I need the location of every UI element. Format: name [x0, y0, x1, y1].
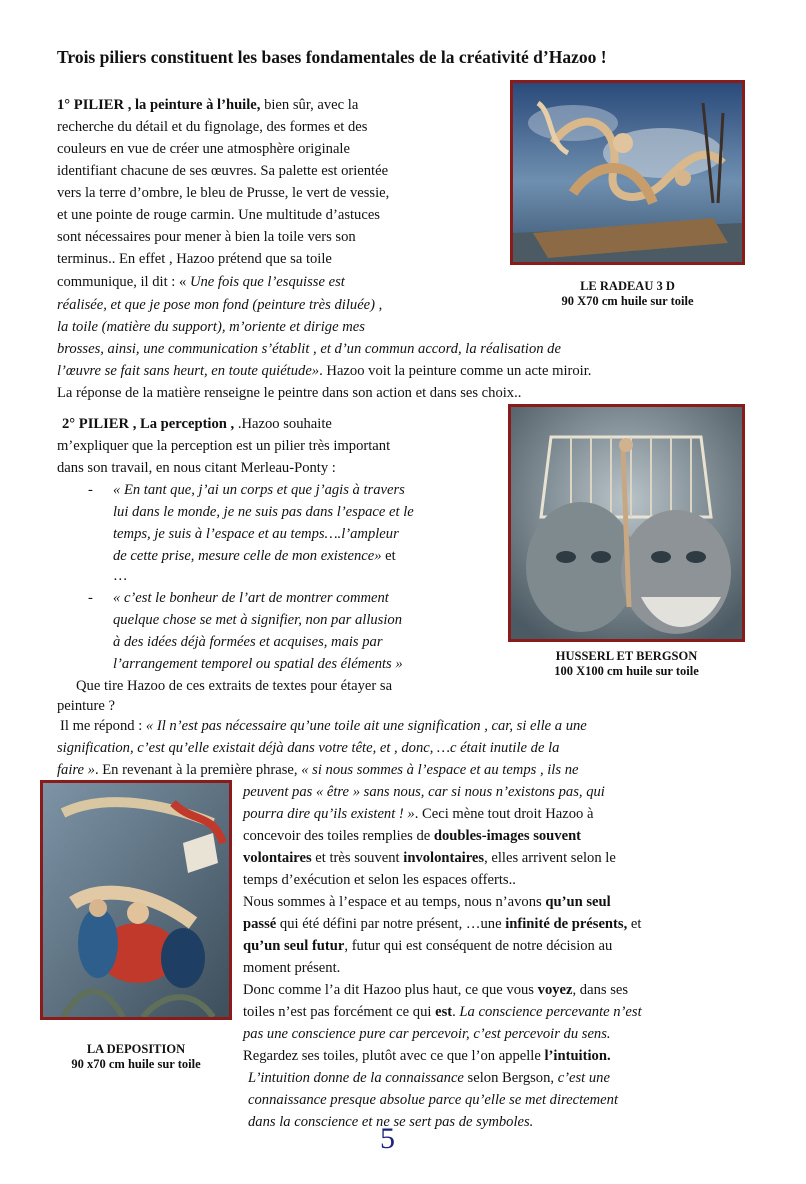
- bold-run: qu’un seul futur: [243, 938, 345, 954]
- text-run: et très souvent: [311, 850, 404, 866]
- pilier-1-line-4: identifiant chacune de ses œuvres. Sa palette est orientée: [57, 163, 389, 179]
- quote-1-line-2: [113, 504, 414, 521]
- text-run: .: [452, 1004, 460, 1020]
- pilier-2-line-2: m’expliquer que la perception est un pilier très important: [57, 438, 391, 454]
- text-run: qui été défini par notre présent, …une: [276, 916, 506, 932]
- painting-husserl-bergson-art: [511, 407, 742, 639]
- quote-2-line-1: [113, 590, 389, 607]
- text-run: toiles n’est pas forcément ce qui: [243, 1004, 436, 1020]
- italic-run: pas une conscience pure car percevoir, c’est percevoir du sens.: [243, 1026, 611, 1042]
- italic-run: réalisée, et que je pose mon fond (peinture très diluée) ,: [57, 297, 383, 313]
- italic-run: « Il n’est pas nécessaire qu’une toile ait une signification , car, si elle a une: [145, 718, 587, 734]
- bold-run: passé: [243, 916, 277, 932]
- text-run: concevoir des toiles remplies de: [243, 828, 434, 844]
- pilier-1-line-12: [57, 341, 561, 358]
- italic-run: lui dans le monde, je ne suis pas dans l’espace et le: [113, 504, 414, 520]
- quote-1-line-4: [113, 548, 396, 565]
- italic-run: « En tant que, j’ai un corps et que j’agis à travers: [113, 482, 405, 498]
- continuation-line-15: [248, 1092, 618, 1109]
- text-run: , futur qui est conséquent de notre décision au: [344, 938, 613, 954]
- text-run: selon Bergson,: [463, 1070, 558, 1086]
- pilier-2-line-3: dans son travail, en nous citant Merleau-Ponty :: [57, 460, 336, 476]
- text-run: . Ceci mène tout droit Hazoo à: [414, 806, 594, 822]
- painting-la-deposition-art: [43, 783, 229, 1017]
- pilier-1-line-9: [57, 274, 345, 291]
- pilier-2-line-8: [57, 762, 578, 779]
- quote-2-line-2: [113, 612, 402, 629]
- painting-husserl-bergson-caption: [508, 649, 745, 679]
- pilier-1-line-11: [57, 319, 365, 336]
- continuation-line-13: [243, 1048, 611, 1065]
- italic-run: pourra dire qu’ils existent ! »: [243, 806, 415, 822]
- text-run: communique, il dit : «: [57, 274, 190, 290]
- quote-2-line-3: [113, 634, 383, 651]
- pilier-1-line-6: et une pointe de rouge carmin. Une multitude d’astuces: [57, 207, 380, 223]
- continuation-line-1: [243, 784, 605, 801]
- bold-run: l’intuition.: [544, 1048, 611, 1064]
- pilier-2-line-5: peinture ?: [57, 698, 115, 714]
- bold-run: voyez: [537, 982, 573, 998]
- painting-le-radeau-art: [513, 83, 742, 262]
- italic-run: « c’est le bonheur de l’art de montrer comment: [113, 590, 389, 606]
- italic-run: Une fois que l’esquisse est: [189, 274, 345, 290]
- italic-run: temps, je suis à l’espace et au temps….l’ampleur: [113, 526, 399, 542]
- bold-run: doubles-images souvent: [433, 828, 582, 844]
- painting-la-deposition-image: [40, 780, 232, 1020]
- italic-run: L’intuition donne de la connaissance: [248, 1070, 464, 1086]
- caption-details: 90 x70 cm huile sur toile: [71, 1057, 201, 1071]
- text-run: Nous sommes à l’espace et au temps, nous n’avons: [243, 894, 546, 910]
- text-run: bien sûr, avec la: [260, 97, 359, 113]
- text-run: . Hazoo voit la peinture comme un acte miroir.: [319, 363, 592, 379]
- text-run: Il me répond :: [60, 718, 146, 734]
- quote-2-line-4: [113, 656, 403, 673]
- bold-run: qu’un seul: [545, 894, 611, 910]
- pilier-1-line-1: [57, 97, 358, 114]
- continuation-line-9: moment présent.: [243, 960, 341, 976]
- italic-run: quelque chose se met à signifier, non par allusion: [113, 612, 403, 628]
- italic-run: faire »: [57, 762, 95, 778]
- text-run: Regardez ses toiles, plutôt avec ce que l’on appelle: [243, 1048, 545, 1064]
- bold-run: infinité de présents,: [505, 916, 628, 932]
- text-run: .Hazoo souhaite: [234, 416, 332, 432]
- quote-1-line-1: [113, 482, 405, 499]
- continuation-line-11: [243, 1004, 642, 1021]
- painting-la-deposition-caption: [40, 1042, 232, 1072]
- continuation-line-12: [243, 1026, 611, 1043]
- pilier-1-line-5: vers la terre d’ombre, le bleu de Prusse, le vert de vessie,: [57, 185, 390, 201]
- italic-run: l’œuvre se fait sans heurt, en toute quiétude»: [57, 363, 320, 379]
- italic-run: de cette prise, mesure celle de mon existence»: [113, 548, 382, 564]
- continuation-line-6: [243, 894, 611, 911]
- pilier-2-line-4: Que tire Hazoo de ces extraits de textes pour étayer sa: [76, 678, 393, 694]
- pilier-1-heading: 1° PILIER , la peinture à l’huile,: [57, 97, 261, 113]
- continuation-line-14: [248, 1070, 610, 1087]
- caption-title: LE RADEAU 3 D: [580, 279, 675, 293]
- text-run: Donc comme l’a dit Hazoo plus haut, ce que vous: [243, 982, 538, 998]
- painting-husserl-bergson-image: [508, 404, 745, 642]
- quote-1-line-5: …: [113, 568, 128, 584]
- italic-run: connaissance presque absolue parce qu’elle se met directement: [248, 1092, 619, 1108]
- painting-le-radeau-image: [510, 80, 745, 265]
- pilier-2-line-7: [57, 740, 559, 757]
- bold-run: involontaires: [403, 850, 485, 866]
- pilier-2-line-6: [60, 718, 587, 735]
- continuation-line-2: [243, 806, 593, 823]
- italic-run: à des idées déjà formées et acquises, mais par: [113, 634, 383, 650]
- quote-2-bullet: -: [88, 590, 93, 606]
- painting-le-radeau-caption: [510, 279, 745, 309]
- text-run: , dans ses: [572, 982, 629, 998]
- text-run: , elles arrivent selon le: [484, 850, 616, 866]
- continuation-line-7: [243, 916, 641, 933]
- page-number: 5: [380, 1122, 395, 1155]
- pilier-1-line-3: couleurs en vue de créer une atmosphère originale: [57, 141, 350, 157]
- caption-details: 100 X100 cm huile sur toile: [554, 664, 699, 678]
- quote-1-bullet: -: [88, 482, 93, 498]
- continuation-line-4: [243, 850, 616, 867]
- pilier-1-line-10: [57, 297, 382, 314]
- pilier-1-line-7: sont nécessaires pour mener à bien la toile vers son: [57, 229, 356, 245]
- italic-run: c’est une: [557, 1070, 610, 1086]
- text-run: et: [627, 916, 642, 932]
- continuation-line-3: [243, 828, 581, 845]
- caption-title: LA DEPOSITION: [86, 1042, 186, 1056]
- pilier-2-line-1: [62, 416, 332, 433]
- italic-run: dans la conscience et ne se sert pas de symboles.: [248, 1114, 534, 1130]
- page-title: Trois piliers constituent les bases fondamentales de la créativité d’Hazoo !: [57, 47, 607, 67]
- italic-run: peuvent pas « être » sans nous, car si nous n’existons pas, qui: [243, 784, 605, 800]
- italic-run: brosses, ainsi, une communication s’établit , et d’un commun accord, la réalisation de: [57, 341, 561, 357]
- bold-run: volontaires: [243, 850, 312, 866]
- pilier-1-line-2: recherche du détail et du fignolage, des formes et des: [57, 119, 368, 135]
- text-run: et: [381, 548, 396, 564]
- bold-run: est: [435, 1004, 453, 1020]
- pilier-1-line-8: terminus.. En effet , Hazoo prétend que sa toile: [57, 251, 332, 267]
- italic-run: signification, c’est qu’elle existait déjà dans votre tête, et , donc, …c était inutile de la: [57, 740, 560, 756]
- caption-title: HUSSERL ET BERGSON: [555, 649, 698, 663]
- continuation-line-5: temps d’exécution et selon les espaces offerts..: [243, 872, 516, 888]
- caption-details: 90 X70 cm huile sur toile: [561, 294, 694, 308]
- pilier-2-heading: 2° PILIER , La perception ,: [62, 416, 235, 432]
- italic-run: « si nous sommes à l’espace et au temps , ils ne: [301, 762, 579, 778]
- continuation-line-8: [243, 938, 612, 955]
- italic-run: l’arrangement temporel ou spatial des éléments »: [113, 656, 403, 672]
- pilier-1-line-13: [57, 363, 591, 380]
- text-run: . En revenant à la première phrase,: [94, 762, 302, 778]
- italic-run: la toile (matière du support), m’oriente et dirige mes: [57, 319, 365, 335]
- pilier-1-line-14: La réponse de la matière renseigne le peintre dans son action et dans ses choix..: [57, 385, 522, 401]
- quote-1-line-3: [113, 526, 399, 543]
- continuation-line-10: [243, 982, 628, 999]
- italic-run: La conscience percevante n’est: [459, 1004, 642, 1020]
